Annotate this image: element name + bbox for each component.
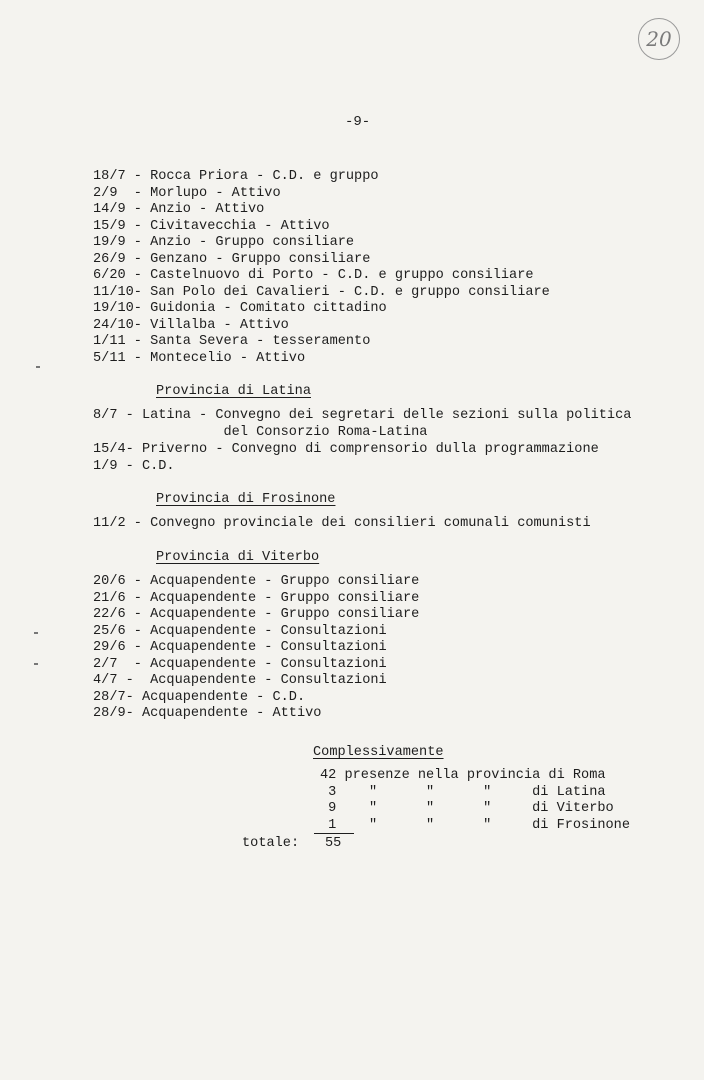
viterbo-line: 20/6 - Acquapendente - Gruppo consiliare: [93, 574, 420, 589]
roma-entry: 1/11 - Santa Severa - tesseramento: [93, 334, 371, 349]
roma-entry: 5/11 - Montecelio - Attivo: [93, 351, 306, 366]
summary-row: 1 " " " di Frosinone: [320, 818, 630, 833]
total-value: 55: [325, 836, 342, 851]
roma-entry: 14/9 - Anzio - Attivo: [93, 202, 265, 217]
frosinone-heading: Provincia di Frosinone: [156, 492, 336, 507]
roma-entry: 19/10- Guidonia - Comitato cittadino: [93, 301, 387, 316]
frosinone-line: 11/2 - Convegno provinciale dei consilieri comunali comunisti: [93, 516, 591, 531]
summary-row: 3 " " " di Latina: [320, 785, 606, 800]
roma-entry: 11/10- San Polo dei Cavalieri - C.D. e gruppo consiliare: [93, 285, 550, 300]
summary-row: 9 " " " di Viterbo: [320, 801, 614, 816]
viterbo-line: 25/6 - Acquapendente - Consultazioni: [93, 624, 387, 639]
viterbo-line: 4/7 - Acquapendente - Consultazioni: [93, 673, 387, 688]
roma-entry: 24/10- Villalba - Attivo: [93, 318, 289, 333]
roma-entry: 2/9 - Morlupo - Attivo: [93, 186, 281, 201]
viterbo-line: 28/9- Acquapendente - Attivo: [93, 706, 322, 721]
viterbo-line: 2/7 - Acquapendente - Consultazioni: [93, 657, 387, 672]
roma-entry: 26/9 - Genzano - Gruppo consiliare: [93, 252, 371, 267]
viterbo-line: 22/6 - Acquapendente - Gruppo consiliare: [93, 607, 420, 622]
latina-line: del Consorzio Roma-Latina: [93, 425, 428, 440]
roma-entry: 18/7 - Rocca Priora - C.D. e gruppo: [93, 169, 379, 184]
margin-mark: [34, 663, 38, 665]
viterbo-line: 28/7- Acquapendente - C.D.: [93, 690, 306, 705]
page-stamp: 20: [638, 18, 680, 60]
summary-row: 42 presenze nella provincia di Roma: [320, 768, 606, 783]
total-label: totale:: [242, 836, 300, 851]
page-number: -9-: [345, 114, 371, 130]
total-rule: [314, 833, 354, 834]
margin-mark: [36, 366, 40, 368]
roma-entry: 15/9 - Civitavecchia - Attivo: [93, 219, 330, 234]
latina-line: 8/7 - Latina - Convegno dei segretari delle sezioni sulla politica: [93, 408, 632, 423]
viterbo-heading: Provincia di Viterbo: [156, 550, 320, 565]
viterbo-line: 29/6 - Acquapendente - Consultazioni: [93, 640, 387, 655]
margin-mark: [34, 632, 38, 634]
summary-heading: Complessivamente: [313, 745, 444, 760]
latina-line: 15/4- Priverno - Convegno di comprensorio dulla programmazione: [93, 442, 599, 457]
roma-entry: 19/9 - Anzio - Gruppo consiliare: [93, 235, 355, 250]
latina-heading: Provincia di Latina: [156, 384, 311, 399]
viterbo-line: 21/6 - Acquapendente - Gruppo consiliare: [93, 591, 420, 606]
latina-line: 1/9 - C.D.: [93, 459, 175, 474]
roma-entry: 6/20 - Castelnuovo di Porto - C.D. e gruppo consiliare: [93, 268, 534, 283]
